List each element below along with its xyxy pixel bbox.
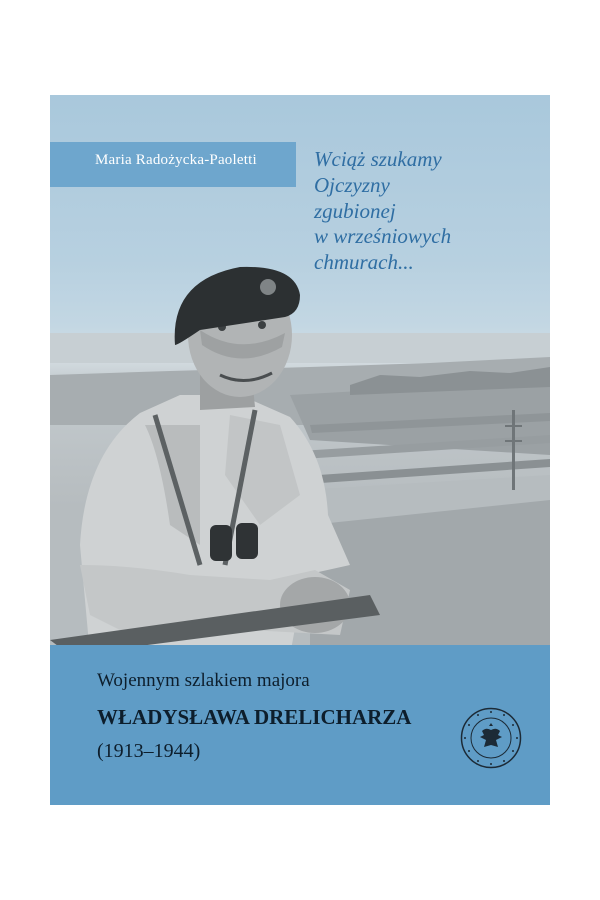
motto-line: Ojczyzny <box>314 172 390 197</box>
book-cover <box>50 95 550 805</box>
motto-line: w wrześniowych <box>314 224 452 249</box>
publisher-seal-icon <box>460 707 522 769</box>
book-subtitle: Wojennym szlakiem majora <box>97 670 310 691</box>
motto-line: zgubionej <box>314 198 396 223</box>
motto-line: Wciąż szukamy <box>314 147 442 171</box>
book-years: (1913–1944) <box>97 740 201 762</box>
book-title: WŁADYSŁAWA DRELICHARZA <box>97 705 412 729</box>
motto-line: chmurach... <box>314 250 414 275</box>
author-name: Maria Radożycka-Paoletti <box>95 152 257 168</box>
motto-quote <box>314 147 546 276</box>
